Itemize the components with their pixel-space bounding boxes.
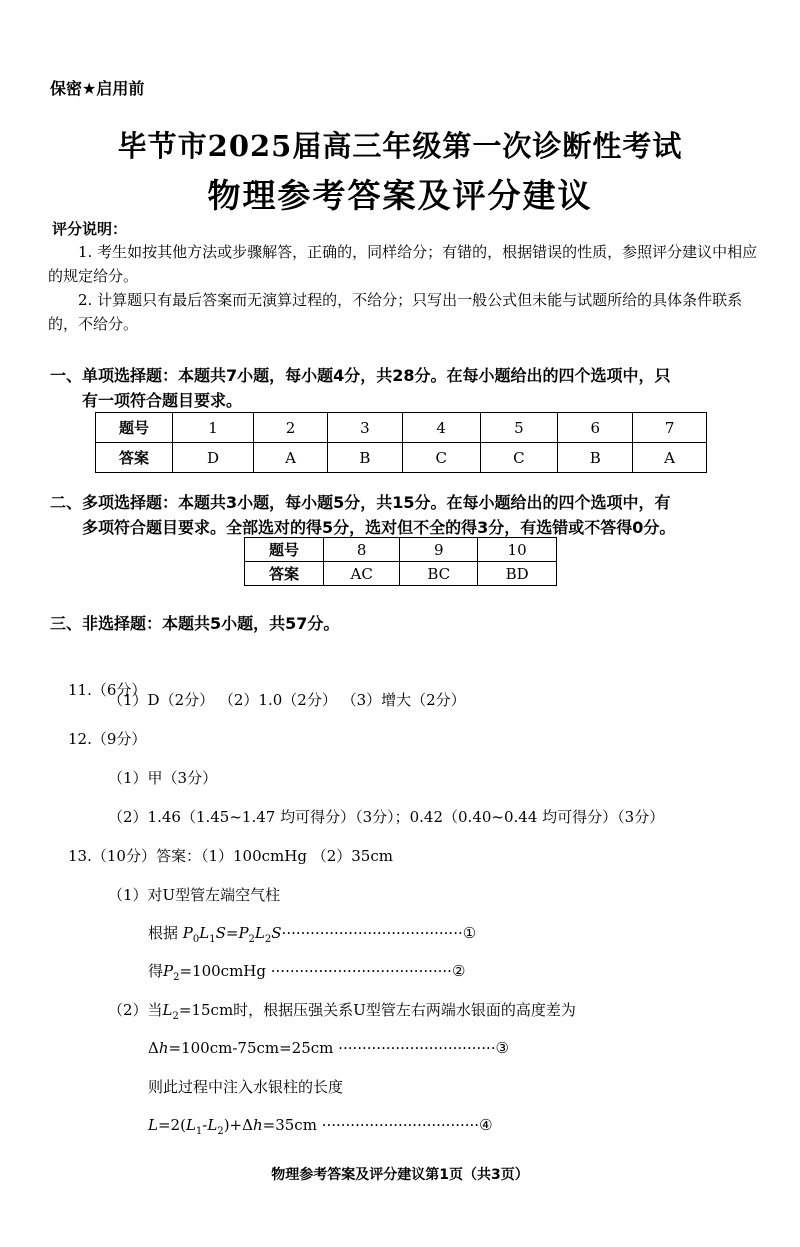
table-row	[96, 413, 707, 443]
grading-notes-heading: 评分说明：	[52, 220, 128, 238]
grading-note-2: 2. 计算题只有最后答案而无演算过程的，不给分；只写出一般公式但未能与试题所给的具体条件联系的，不给分。	[48, 291, 743, 333]
q12-answer-1: （1）甲（3分）	[108, 769, 218, 787]
question-number-cell: 4	[402, 413, 480, 443]
answer-cell: AC	[324, 562, 400, 586]
text-fragment: （2）当	[108, 1001, 163, 1019]
q13-title: 13.（10分）答案：（1）100cmHg （2）35cm	[68, 847, 393, 865]
answer-cell: C	[402, 443, 480, 473]
answer-cell: A	[633, 443, 707, 473]
q13-equation-1: 根据 $P_0L_1S=P_2L_2S\cdot\cdot\cdot\cdot\cdot\cdot\cdot\cdot\cdot\cdot\cdot\cdot\cdot\cdot\cdot\cdot\cdot\cdot\cdot\cdot\cdot\cdot\cdot\cdot\cdot\cdot\cdot\cdot\cdot\cdot\cdot\cdot\cdot\cdot\cdot\cdot\cdot\cdot ①$	[148, 924, 477, 945]
equation-value: =100cm-75cm=25cm	[168, 1039, 339, 1057]
section1-heading-line1: 一、单项选择题：本题共7小题，每小题4分，共28分。在每小题给出的四个选项中，只	[50, 366, 671, 385]
question-number-cell: 10	[478, 538, 557, 562]
equation-number: ④	[479, 1116, 493, 1134]
section3-heading: 三、非选择题：本题共5小题，共57分。	[50, 614, 340, 633]
table-header-cell: 题号	[245, 538, 324, 562]
table-header-cell: 题号	[96, 413, 173, 443]
grading-note-1: 1. 考生如按其他方法或步骤解答，正确的，同样给分；有错的，根据错误的性质，参照评分建议中相应的规定给分。	[48, 243, 758, 285]
q13-equation-2: 得$P_2=100cmHg$ ······································②	[148, 962, 466, 983]
question-number-cell: 1	[173, 413, 254, 443]
question-number-cell: 2	[254, 413, 328, 443]
equation-prefix: 得	[148, 962, 164, 980]
table-header-cell: 答案	[245, 562, 324, 586]
text-fragment: =15cm时，根据压强关系U型管左右两端水银面的高度差为	[178, 1001, 576, 1019]
question-number-cell: 6	[558, 413, 633, 443]
answer-cell: B	[558, 443, 633, 473]
section2-heading-line2: 多项符合题目要求。全部选对的得5分，选对但不全的得3分，有选错或不答得0分。	[82, 518, 676, 537]
q12-answer-2: （2）1.46（1.45~1.47 均可得分）（3分）；0.42（0.40~0.44 均可得分）（3分）	[108, 808, 665, 826]
answer-cell: D	[173, 443, 254, 473]
document-title: 物理参考答案及评分建议	[207, 176, 593, 215]
section1-heading-line2: 有一项符合题目要求。	[82, 391, 243, 410]
section2-heading-line1: 二、多项选择题：本题共3小题，每小题5分，共15分。在每小题给出的四个选项中，有	[50, 493, 671, 512]
question-number-cell: 3	[327, 413, 402, 443]
answer-cell: C	[480, 443, 558, 473]
table-header-cell: 答案	[96, 443, 173, 473]
q13-equation-3: Δh=100cm-75cm=25cm ·································③	[148, 1039, 509, 1057]
equation-value: =35cm	[262, 1116, 322, 1134]
question-number-cell: 8	[324, 538, 400, 562]
q13-part1: （1）对U型管左端空气柱	[108, 886, 281, 904]
equation-value: =100cmHg	[179, 962, 271, 980]
question-number-cell: 9	[400, 538, 478, 562]
equation-number: ②	[451, 962, 466, 980]
multi-choice-answer-table	[244, 537, 557, 586]
equation-prefix: 根据	[148, 924, 183, 942]
answer-cell: A	[254, 443, 328, 473]
answer-cell: BD	[478, 562, 557, 586]
equation-number: ①	[462, 924, 477, 942]
question-number-cell: 5	[480, 413, 558, 443]
table-row	[96, 443, 707, 473]
table-row	[245, 538, 557, 562]
confidential-label: 保密★启用前	[50, 79, 145, 98]
q11-title: 11.（6分）	[68, 681, 147, 699]
answer-cell: B	[327, 443, 402, 473]
q13-part3: 则此过程中注入水银柱的长度	[148, 1078, 344, 1096]
single-choice-answer-table	[95, 412, 707, 473]
q12-title: 12.（9分）	[68, 730, 147, 748]
q11-answer: （1）D（2分） （2）1.0（2分） （3）增大（2分）	[108, 691, 466, 709]
page-footer: 物理参考答案及评分建议第1页（共3页）	[271, 1167, 529, 1183]
answer-cell: BC	[400, 562, 478, 586]
table-row	[245, 562, 557, 586]
q13-equation-4: $L=2(L_1-L_2)+\Delta h=35cm$ ·································④	[148, 1116, 493, 1137]
q13-part2: （2）当$L_2=15cm$时，根据压强关系U型管左右两端水银面的高度差为	[108, 1001, 576, 1022]
question-number-cell: 7	[633, 413, 707, 443]
equation-number: ③	[495, 1039, 509, 1057]
exam-title: 毕节市2025届高三年级第一次诊断性考试	[117, 129, 683, 163]
